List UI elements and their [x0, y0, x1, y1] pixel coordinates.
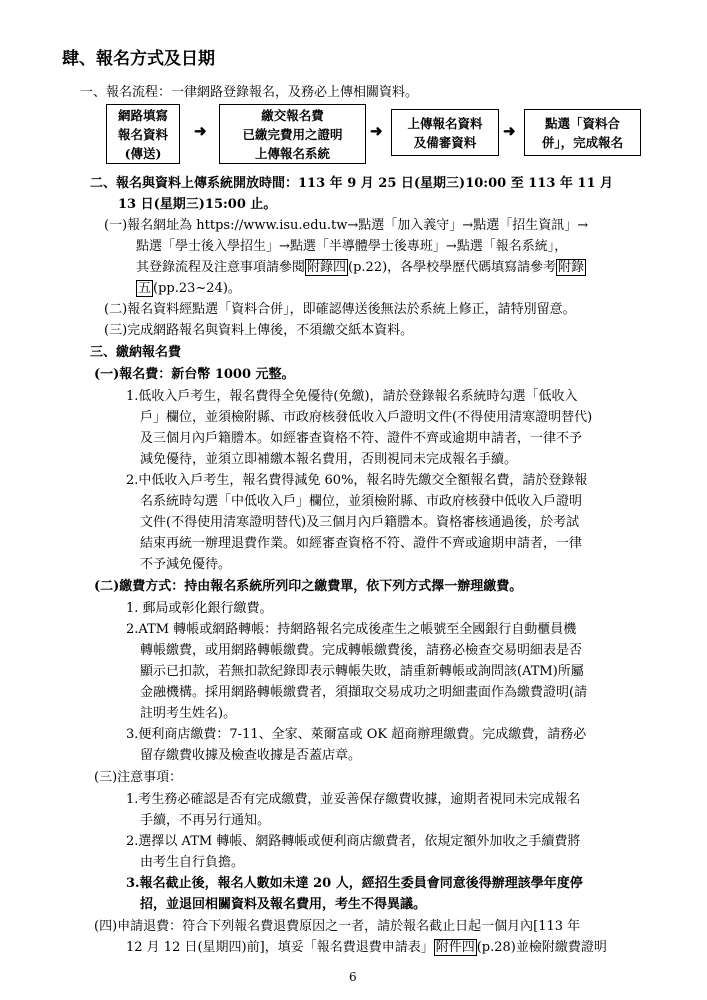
- flow-heading: 一、報名流程：一律網路登錄報名，及務必上傳相關資料。: [80, 85, 419, 100]
- fee-item-1-line-4: 減免優待，並須立即補繳本報名費用，否則視同未完成報名手續。: [140, 452, 518, 467]
- s2-1-text: (p.22)，各學校學歷代碼填寫請參考: [348, 260, 557, 275]
- note-3-line-1: 3.報名截止後，報名人數如未達 20 人，經招生委員會同意後得辦理該學年度停: [126, 876, 583, 891]
- flow-step-3-line-2: 及備審資料: [413, 134, 477, 150]
- refund-line-2: [126, 939, 607, 956]
- s2-1-line-4: [136, 280, 241, 297]
- flow-step-1-line-1: 網路填寫: [117, 107, 168, 123]
- refund-line-1: (四)申請退費：符合下列報名費退費原因之一者，請於報名截止日起一個月內[113 年: [94, 919, 581, 934]
- fee-item-1-line-2: 戶」欄位，並須檢附縣、市政府核發低收入戶證明文件(不得使用清寒證明替代): [140, 410, 593, 425]
- pay-item-3-line-1: 3.便利商店繳費：7-11、全家、萊爾富或 OK 超商辦理繳費。完成繳費，請務必: [126, 727, 587, 742]
- pay-item-3-line-2: 留存繳費收據及檢查收據是否蓋店章。: [140, 748, 362, 763]
- appendix-4-ref: 附錄四: [307, 260, 347, 275]
- note-2-line-2: 由考生自行負擔。: [140, 855, 245, 870]
- flow-step-2-line-2: 已繳完費用之證明: [242, 126, 343, 142]
- fee-item-1-line-1: 1.低收入戶考生，報名費得全免優待(免繳)，請於登錄報名系統時勾選「低收入: [126, 389, 578, 404]
- flow-step-4-line-1: 點選「資料合: [544, 115, 620, 131]
- fee-item-2-line-2: 名系統時勾選「中低收入戶」欄位，並須檢附縣、市政府核發中低收入戶證明: [140, 494, 583, 509]
- s2-1-line-2: 點選「學士後入學招生」→點選「半導體學士後專班」→點選「報名系統」，: [136, 239, 568, 254]
- page-number: 6: [349, 970, 357, 984]
- flow-step-2: [219, 104, 366, 164]
- s2-1-text: 其登錄流程及注意事項請參閱: [136, 260, 306, 275]
- arrow-right-icon: ➜: [503, 122, 516, 140]
- s2-1-line-3: [136, 259, 586, 276]
- flow-step-4-line-2: 併」，完成報名: [541, 134, 624, 150]
- notes-heading: (三)注意事項：: [94, 770, 183, 785]
- fee-item-2-line-5: 不予減免優待。: [140, 557, 232, 572]
- attachment-4-ref: 附件四: [435, 940, 475, 955]
- payment-method-heading: (二)繳費方式：持由報名系統所列印之繳費單，依下列方式擇一辦理繳費。: [94, 579, 523, 594]
- arrow-right-icon: ➜: [194, 122, 207, 140]
- fee-amount-heading: (一)報名費：新台幣 1000 元整。: [94, 367, 295, 382]
- s2-1-line-1: (一)報名網址為 https://www.isu.edu.tw→點選「加入義守」→點選「招生資訊」→: [104, 218, 589, 233]
- pay-item-2-line-5: 註明考生姓名)。: [140, 706, 237, 721]
- flow-step-2-line-3: 上傳報名系統: [254, 145, 330, 161]
- s2-2: (二)報名資料經點選「資料合併」，即確認傳送後無法於系統上修正，請特別留意。: [104, 302, 576, 317]
- arrow-right-icon: ➜: [370, 122, 383, 140]
- flow-step-1-line-2: 報名資料: [117, 126, 168, 142]
- note-1-line-2: 手續，不再另行通知。: [140, 813, 271, 828]
- appendix-5-ref: 附錄: [558, 260, 585, 275]
- pay-item-1: 1. 郵局或彰化銀行繳費。: [126, 601, 273, 616]
- refund-text: (p.28)並檢附繳費證明: [476, 940, 607, 955]
- open-time-line-2: 13 日(星期三)15:00 止。: [118, 197, 277, 212]
- fee-item-1-line-3: 及三個月內戶籍謄本。如經審查資格不符、證件不齊或逾期申請者，一律不予: [140, 431, 583, 446]
- pay-item-2-line-3: 顯示已扣款，若無扣款紀錄即表示轉帳失敗，請重新轉帳或詢問該(ATM)所屬: [140, 664, 584, 679]
- flow-step-3-line-1: 上傳報名資料: [407, 115, 483, 131]
- pay-item-2-line-4: 金融機構。採用網路轉帳繳費者，須擷取交易成功之明細畫面作為繳費證明(請: [140, 685, 588, 700]
- note-2-line-1: 2.選擇以 ATM 轉帳、網路轉帳或便利商店繳費者，依規定額外加收之手續費將: [126, 834, 581, 849]
- fee-item-2-line-1: 2.中低收入戶考生，報名費得減免 60%，報名時先繳交全額報名費，請於登錄報: [126, 473, 588, 488]
- flow-step-2-line-1: 繳交報名費: [261, 107, 324, 123]
- refund-text: 12 月 12 日(星期四)前]，填妥「報名費退費申請表」: [126, 940, 434, 955]
- flow-step-1: [106, 104, 180, 164]
- s2-1-text: (pp.23~24)。: [153, 281, 241, 296]
- pay-item-2-line-2: 轉帳繳費，或用網路轉帳繳費。完成轉帳繳費後，請務必檢查交易明細表是否: [140, 643, 583, 658]
- note-1-line-1: 1.考生務必確認是否有完成繳費，並妥善保存繳費收據，逾期者視同未完成報名: [126, 792, 581, 807]
- fee-item-2-line-3: 文件(不得使用清寒證明替代)及三個月內戶籍謄本。資格審核通過後，於考試: [140, 515, 580, 530]
- flow-step-4: [524, 109, 641, 156]
- pay-item-2-line-1: 2.ATM 轉帳或網路轉帳：持網路報名完成後產生之帳號至全國銀行自動櫃員機: [126, 622, 577, 637]
- appendix-5-ref: 五: [138, 281, 152, 296]
- s2-3: (三)完成網路報名與資料上傳後，不須繳交紙本資料。: [104, 323, 414, 338]
- fee-heading: 三、繳納報名費: [90, 345, 182, 360]
- flow-step-1-line-3: (傳送): [124, 145, 162, 161]
- note-3-line-2: 招，並退回相關資料及報名費用，考生不得異議。: [140, 897, 427, 912]
- section-title: 肆、報名方式及日期: [62, 49, 215, 69]
- fee-item-2-line-4: 結束再統一辦理退費作業。如經審查資格不符、證件不齊或逾期申請者，一律: [140, 536, 583, 551]
- flow-step-3: [391, 109, 499, 156]
- open-time-line-1: 二、報名與資料上傳系統開放時間：113 年 9 月 25 日(星期三)10:00 至 113 年 11 月: [90, 176, 614, 191]
